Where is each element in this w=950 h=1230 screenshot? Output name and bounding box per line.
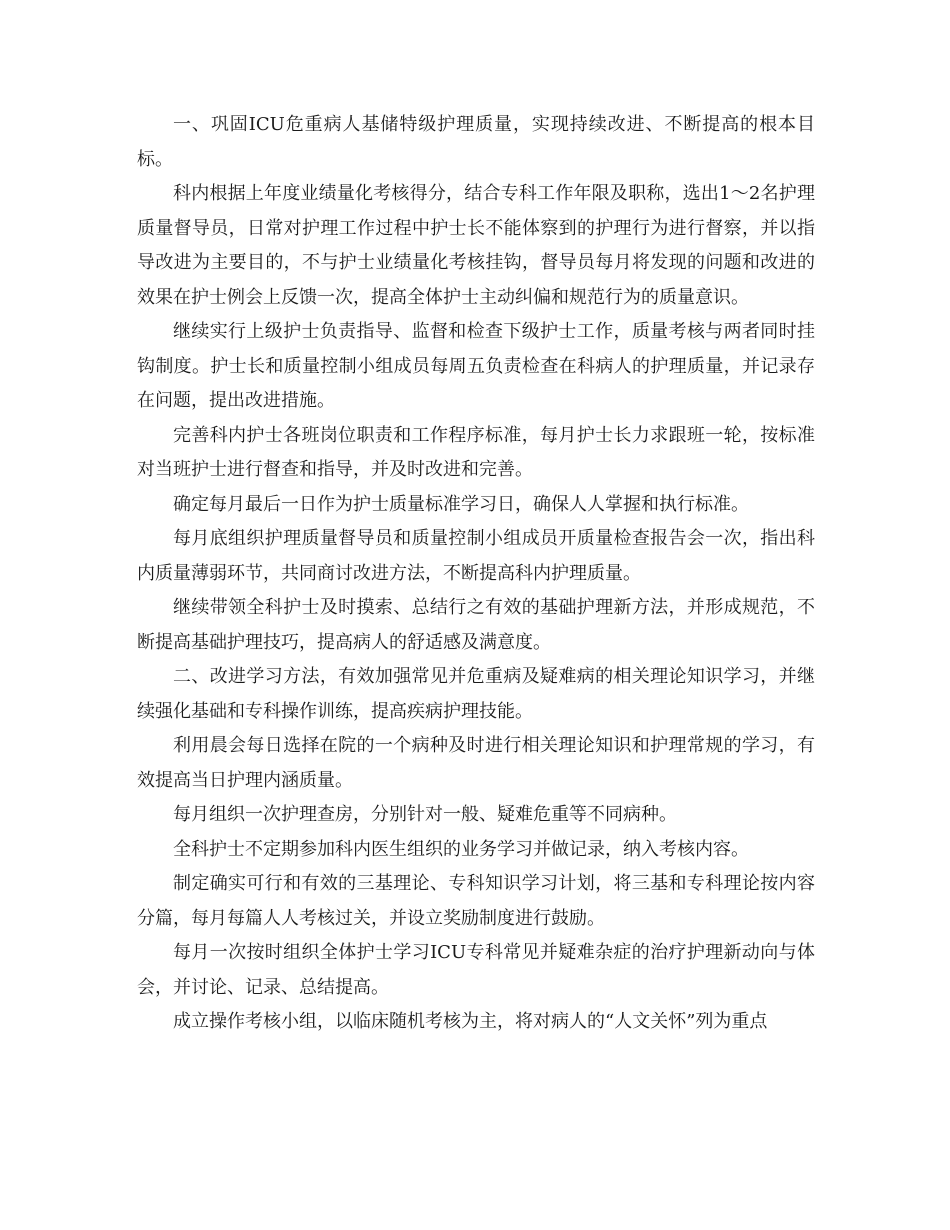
paragraph: 二、改进学习方法，有效加强常见并危重病及疑难病的相关理论知识学习，并继续强化基础和专科操作训练，提高疾病护理技能。 bbox=[137, 666, 815, 722]
document-body bbox=[137, 108, 815, 1040]
paragraph: 继续带领全科护士及时摸索、总结行之有效的基础护理新方法，并形成规范，不断提高基础护理技巧，提高病人的舒适感及满意度。 bbox=[137, 597, 815, 653]
paragraph: 每月底组织护理质量督导员和质量控制小组成员开质量检查报告会一次，指出科内质量薄弱环节，共同商讨改进方法，不断提高科内护理质量。 bbox=[137, 528, 815, 584]
paragraph: 成立操作考核小组，以临床随机考核为主，将对病人的“人文关怀”列为重点 bbox=[173, 1011, 768, 1032]
paragraph: 科内根据上年度业绩量化考核得分，结合专科工作年限及职称，选出1～2名护理质量督导员，日常对护理工作过程中护士长不能体察到的护理行为进行督察，并以指导改进为主要目的，不与护士业绩量化考核挂钩，督导员每月将发现的问题和改进的效果在护士例会上反馈一次，提高全体护士主动纠偏和规范行为的质量意识。 bbox=[137, 183, 815, 308]
paragraph: 继续实行上级护士负责指导、监督和检查下级护士工作，质量考核与两者同时挂钩制度。护士长和质量控制小组成员每周五负责检查在科病人的护理质量，并记录存在问题，提出改进措施。 bbox=[137, 321, 815, 411]
paragraph: 确定每月最后一日作为护士质量标准学习日，确保人人掌握和执行标准。 bbox=[173, 493, 749, 515]
paragraph: 利用晨会每日选择在院的一个病种及时进行相关理论知识和护理常规的学习，有效提高当日护理内涵质量。 bbox=[137, 735, 815, 791]
paragraph: 每月一次按时组织全体护士学习ICU专科常见并疑难杂症的治疗护理新动向与体会，并讨论、记录、总结提高。 bbox=[137, 942, 815, 998]
paragraph: 全科护士不定期参加科内医生组织的业务学习并做记录，纳入考核内容。 bbox=[173, 838, 749, 860]
paragraph: 完善科内护士各班岗位职责和工作程序标准，每月护士长力求跟班一轮，按标准对当班护士进行督查和指导，并及时改进和完善。 bbox=[137, 424, 815, 480]
paragraph: 一、巩固ICU危重病人基储特级护理质量，实现持续改进、不断提高的根本目标。 bbox=[137, 114, 815, 170]
paragraph: 制定确实可行和有效的三基理论、专科知识学习计划，将三基和专科理论按内容分篇，每月每篇人人考核过关，并设立奖励制度进行鼓励。 bbox=[137, 873, 815, 929]
paragraph: 每月组织一次护理查房，分别针对一般、疑难危重等不同病种。 bbox=[173, 804, 677, 825]
